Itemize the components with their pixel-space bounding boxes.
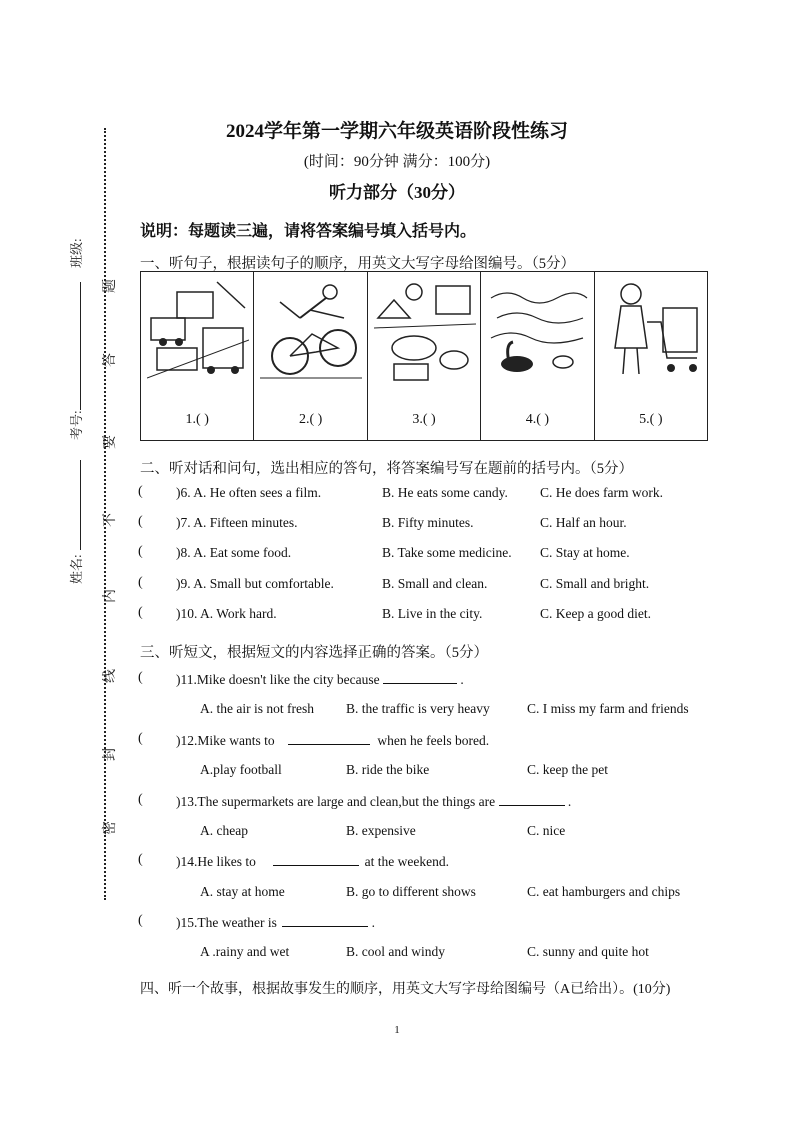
picture-1 [141,272,254,440]
traffic-jam-icon [147,278,249,388]
question-11-stem [176,671,464,688]
seal-char: 密 [103,821,118,835]
picture-4 [481,272,594,440]
question-7-option-b: B. Fifty minutes. [382,515,474,530]
question-8-option-a: )8. A. Eat some food. [176,545,292,560]
question-13-stem-end: . [567,794,572,809]
question-6-option-b: B. He eats some candy. [382,485,508,500]
answer-paren-7[interactable]: ( [138,514,143,529]
question-13-option-c: C. nice [527,823,566,838]
question-13-stem [176,793,571,810]
seal-char: 答 [103,353,118,367]
answer-paren-8[interactable]: ( [138,544,143,559]
question-10-option-b: B. Live in the city. [382,606,483,621]
part3-heading: 三、听短文，根据短文的内容选择正确的答案。（5分） [140,645,488,661]
answer-paren-12[interactable]: ( [138,731,143,746]
answer-paren-13[interactable]: ( [138,792,143,807]
answer-paren-11[interactable]: ( [138,670,143,685]
question-9-option-a: )9. A. Small but comfortable. [176,576,334,591]
question-14-option-c: C. eat hamburgers and chips [527,884,681,899]
question-15-blank[interactable] [282,914,368,927]
picture-3-label[interactable]: 3.( ) [412,412,436,427]
question-12-stem [176,732,489,749]
seal-char: 线 [103,669,118,683]
question-14-blank[interactable] [273,853,359,866]
picture-5 [595,272,707,440]
question-13-stem-text: )13.The supermarkets are large and clean,but the things are [176,794,496,809]
listening-section-title: 听力部分（30分） [329,183,465,202]
seal-char: 内 [103,589,118,603]
answer-paren-6[interactable]: ( [138,484,143,499]
question-8-option-b: B. Take some medicine. [382,545,512,560]
number-label: 考号: [69,410,84,440]
question-15-stem-end: . [371,915,375,930]
name-label: 姓名: [69,554,84,584]
question-12-option-b: B. ride the bike [346,762,430,777]
instruction-text: 说明：每题读三遍，请将答案编号填入括号内。 [140,223,477,240]
picture-strip [140,271,708,441]
question-15-stem [176,914,375,931]
fall-off-bike-icon [260,278,362,388]
exam-info: (时间：90分钟 满分：100分) [303,154,491,170]
question-12-option-c: C. keep the pet [527,762,608,777]
question-9-option-c: C. Small and bright. [540,576,650,591]
shopping-cart-icon [601,278,703,388]
answer-paren-10[interactable]: ( [138,605,143,620]
picture-4-label[interactable]: 4.( ) [525,412,550,427]
question-15-option-b: B. cool and windy [346,944,445,959]
question-6-option-a: )6. A. He often sees a film. [176,485,322,500]
question-11-option-c: C. I miss my farm and friends [527,701,689,716]
swan-lake-icon [487,278,589,388]
picture-1-label[interactable]: 1.( ) [185,412,209,427]
answer-paren-14[interactable]: ( [138,852,143,867]
picture-2-label[interactable]: 2.( ) [298,412,323,427]
name-blank[interactable] [80,460,81,550]
question-7-option-a: )7. A. Fifteen minutes. [176,515,298,530]
seal-char: 封 [103,747,118,761]
question-14-stem [176,853,449,870]
question-11-option-b: B. the traffic is very heavy [346,701,490,716]
question-13-blank[interactable] [499,793,565,806]
question-15-option-c: C. sunny and quite hot [527,944,649,959]
seal-char: 要 [103,435,118,449]
question-14-stem-end: at the weekend. [364,854,449,869]
number-blank[interactable] [80,330,81,410]
seal-char: 题 [103,279,118,293]
question-12-blank[interactable] [288,732,370,745]
question-15-option-a: A .rainy and wet [200,944,290,959]
question-11-stem-end: . [460,672,464,687]
question-8-option-c: C. Stay at home. [540,545,630,560]
part1-heading: 一、听句子，根据读句子的顺序，用英文大写字母给图编号。（5分） [140,256,575,272]
class-label: 班级: [69,238,84,268]
part4-heading: 四、听一个故事，根据故事发生的顺序，用英文大写字母给图编号（A已给出）。(10分) [140,982,671,997]
picture-3 [368,272,481,440]
picture-2 [254,272,367,440]
page-number: 1 [394,1024,400,1036]
question-13-option-b: B. expensive [346,823,416,838]
seal-char: 不 [103,513,118,527]
question-11-blank[interactable] [383,671,457,684]
question-9-option-b: B. Small and clean. [382,576,488,591]
answer-paren-15[interactable]: ( [138,913,143,928]
question-6-option-c: C. He does farm work. [540,485,663,500]
question-14-option-b: B. go to different shows [346,884,476,899]
question-15-stem-text: )15.The weather is [176,915,277,930]
farm-animals-icon [374,278,476,388]
question-12-stem-text: )12.Mike wants to [176,733,275,748]
picture-5-label[interactable]: 5.( ) [639,412,663,427]
question-13-option-a: A. cheap [200,823,248,838]
question-14-option-a: A. stay at home [200,884,285,899]
page-title: 2024学年第一学期六年级英语阶段性练习 [225,121,568,142]
question-12-stem-end: when he feels bored. [377,733,490,748]
question-12-option-a: A.play football [200,762,282,777]
part2-heading: 二、听对话和问句，选出相应的答句，将答案编号写在题前的括号内。（5分） [140,461,633,477]
question-7-option-c: C. Half an hour. [540,515,627,530]
question-10-option-a: )10. A. Work hard. [176,606,277,621]
question-10-option-c: C. Keep a good diet. [540,606,651,621]
question-11-option-a: A. the air is not fresh [200,701,314,716]
question-14-stem-text: )14.He likes to [176,854,256,869]
question-11-stem-text: )11.Mike doesn't like the city because [176,672,380,687]
answer-paren-9[interactable]: ( [138,575,143,590]
